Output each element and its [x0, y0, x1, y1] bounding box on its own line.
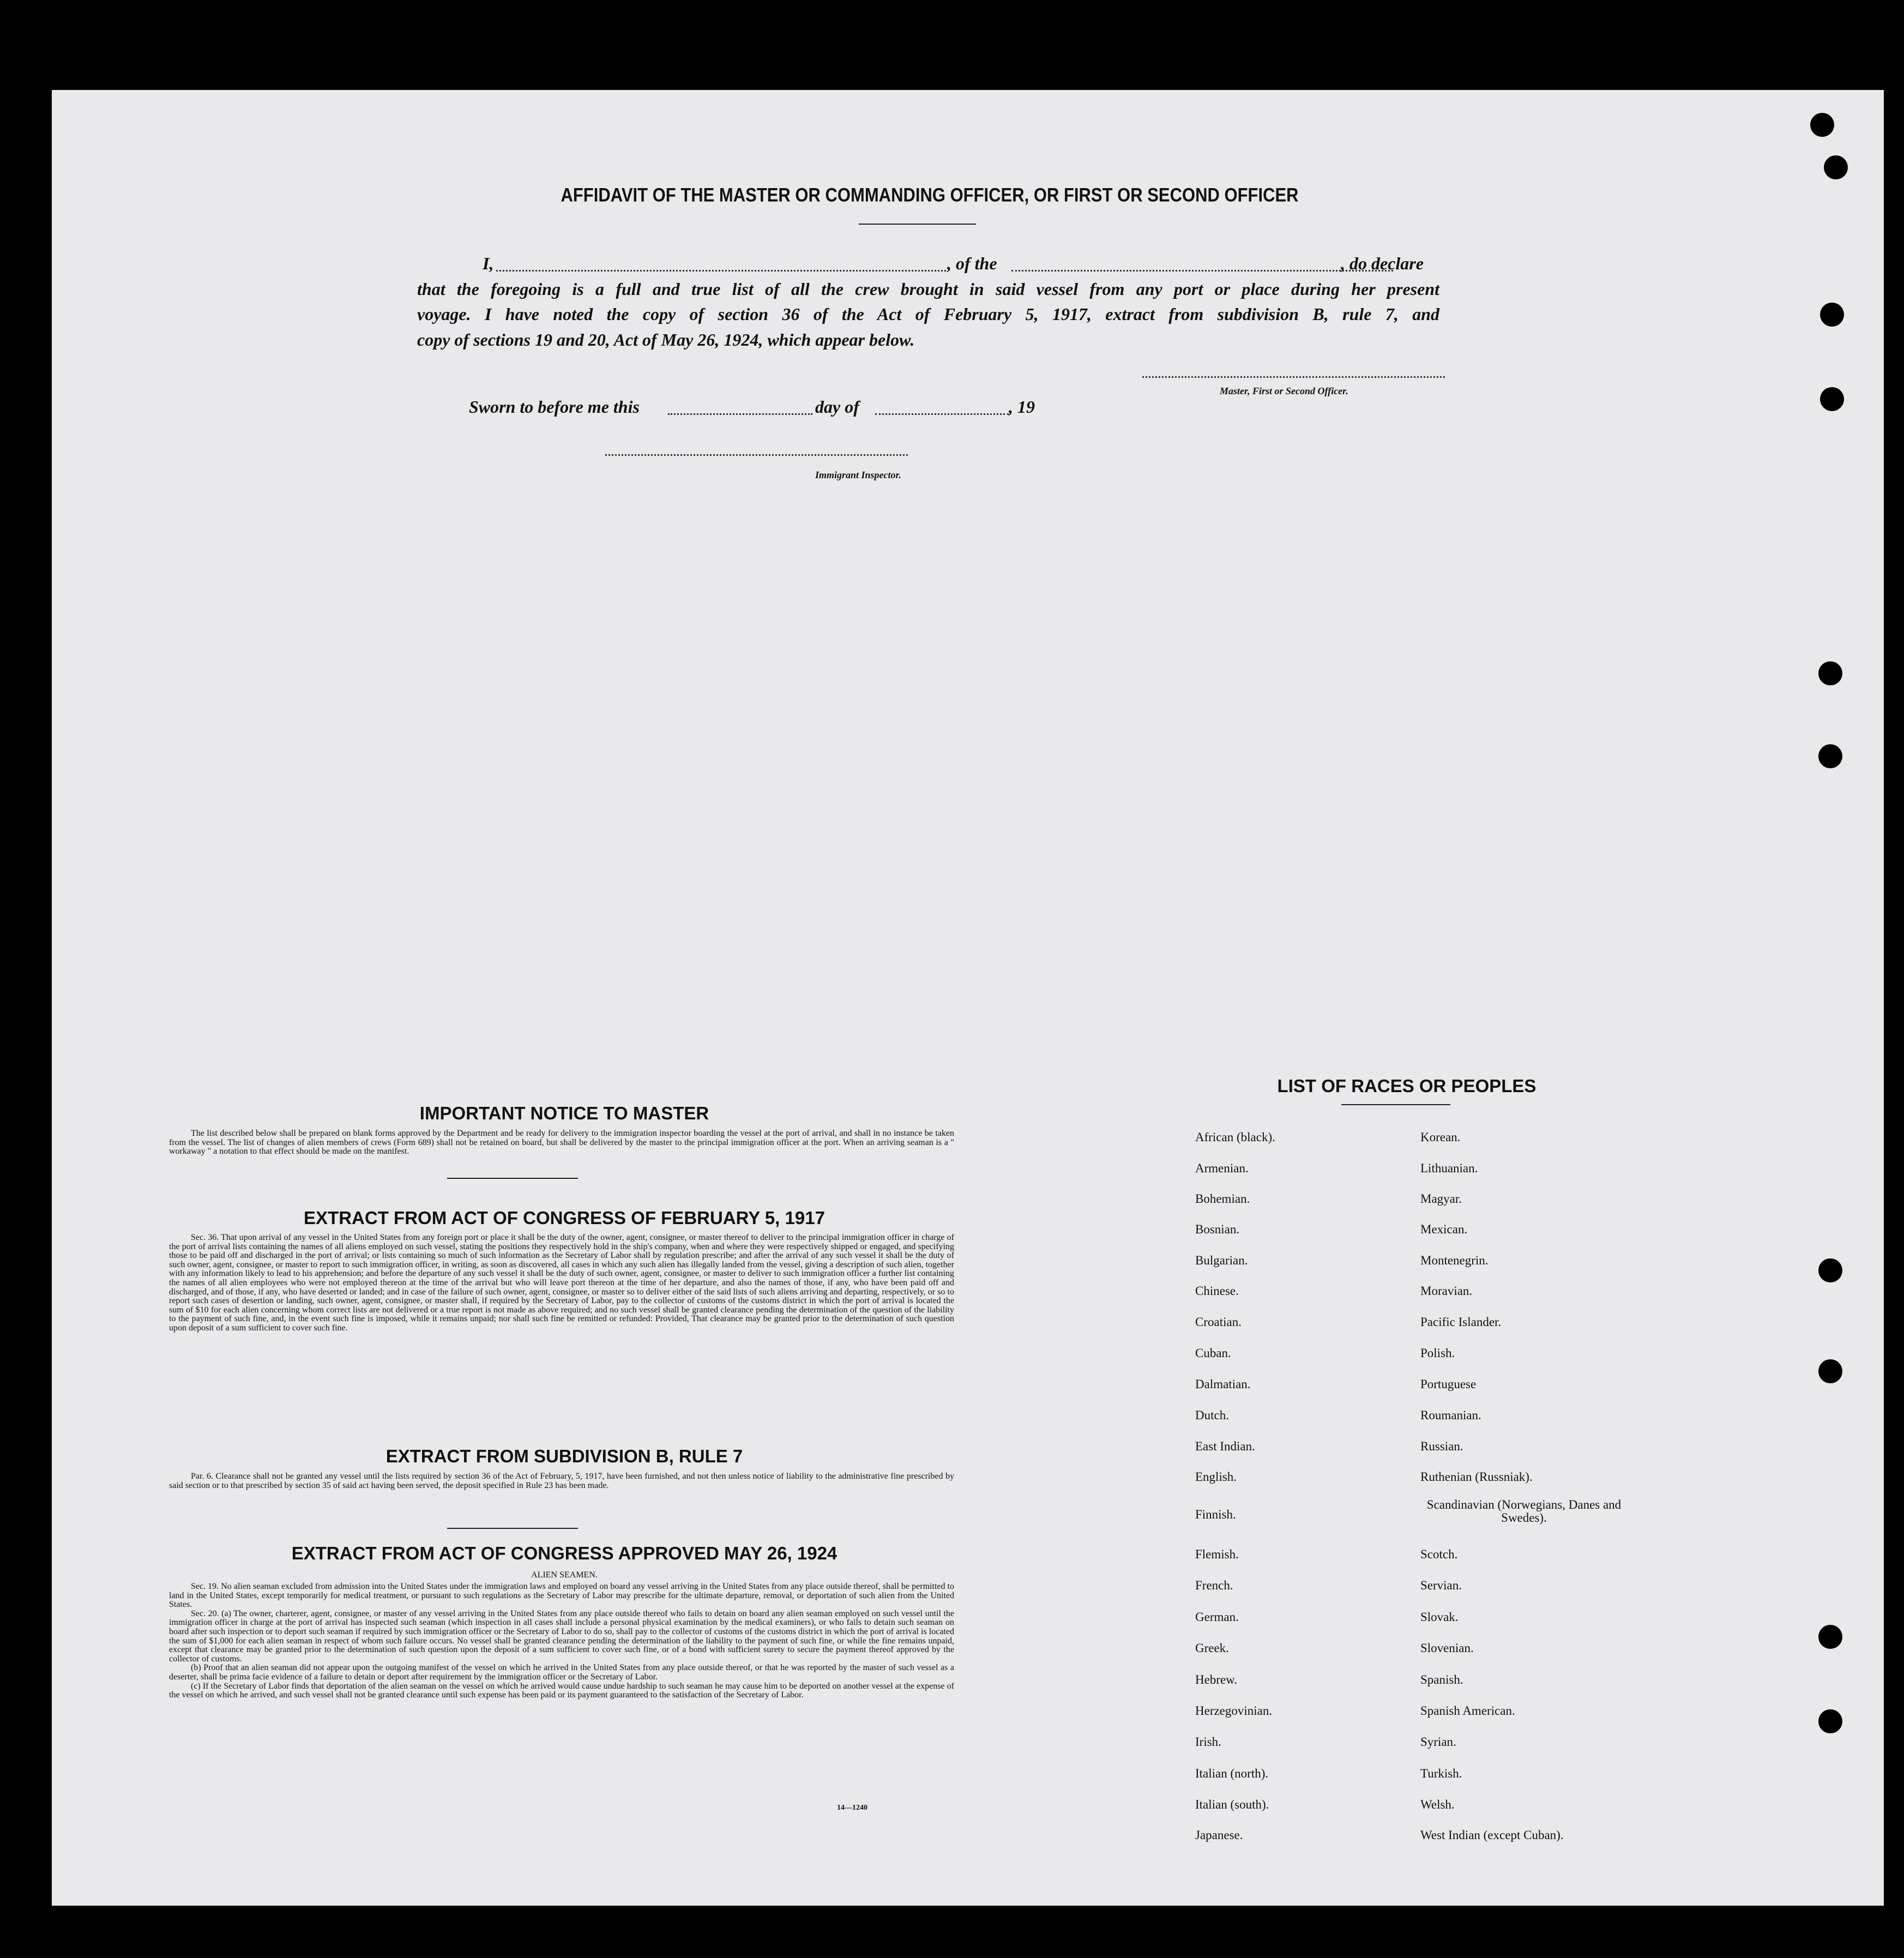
race-item: Flemish.	[1195, 1547, 1239, 1561]
affidavit-title-rule	[859, 224, 976, 225]
race-item: West Indian (except Cuban).	[1420, 1828, 1564, 1842]
punch-hole	[1818, 661, 1842, 685]
race-item: Bohemian.	[1195, 1192, 1250, 1206]
declaration-line-3: copy of sections 19 and 20, Act of May 26, 1924, which appear below.	[417, 330, 915, 350]
section-20a-text: Sec. 20. (a) The owner, charterer, agent, consignee, or master of any vessel arriving in the United States from any place outside thereof who fails to detain on board any alien seaman employed on such vessel until the immigration officer in charge at the port of arrival has inspected such seaman (which inspection in all cases shall include a personal physical examination by the medical examiners), or who fails to detain such seaman on board after such inspection or to deport such seaman if required by such immigration officer or the Secretary of Labor to do so, shall pay to the collector of customs of the customs district in which the port of arrival is located the sum of $1,000 for each alien seaman in respect of whom such failure occurs. No vessel shall be granted clearance pending the determination of the liability to the payment of such fine, or while the fine remains unpaid, except that clearance may be granted prior to the determination of such question upon the deposit of a sum sufficient to cover such fine, or of a bond with sufficient surety to secure the payment thereof approved by the collector of customs.	[169, 1608, 954, 1664]
race-item: Spanish.	[1420, 1673, 1463, 1686]
race-item: Dutch.	[1195, 1408, 1229, 1422]
vessel-name-line[interactable]	[1011, 270, 1393, 272]
extract-1924-body	[169, 1582, 954, 1700]
punch-hole	[1818, 1709, 1842, 1733]
race-item: German.	[1195, 1610, 1239, 1624]
race-item: Italian (south).	[1195, 1798, 1269, 1811]
subdivision-rule	[447, 1528, 578, 1529]
race-item: Syrian.	[1420, 1735, 1456, 1749]
race-item: Scandinavian (Norwegians, Danes and Swedes).	[1426, 1498, 1622, 1525]
alien-seamen-subtitle: ALIEN SEAMEN.	[531, 1570, 598, 1580]
punch-hole	[1810, 113, 1834, 137]
race-item: African (black).	[1195, 1130, 1275, 1144]
race-item: Russian.	[1420, 1439, 1463, 1453]
races-title: LIST OF RACES OR PEOPLES	[1277, 1076, 1537, 1096]
punch-hole	[1818, 1625, 1842, 1649]
race-item: Moravian.	[1420, 1284, 1473, 1298]
race-item: Pacific Islander.	[1420, 1315, 1502, 1329]
race-item: Spanish American.	[1420, 1704, 1515, 1718]
races-title-rule	[1341, 1104, 1450, 1105]
race-item: Bosnian.	[1195, 1222, 1240, 1236]
punch-hole	[1824, 155, 1848, 179]
race-item: Dalmatian.	[1195, 1377, 1251, 1391]
section-36-text: Sec. 36. That upon arrival of any vessel in the United States from any foreign port or place it shall be the duty of the owner, agent, consignee, or master thereof to deliver to the principal immigration officer in charge of the port of arrival lists containing the names of all aliens employed on such vessel, stating the positions they respectively hold in the ship's company, when and where they were respectively shipped or engaged, and specifying those to be paid off and discharged in the port of arrival; or lists containing so much of such information as the Secretary of Labor shall by regulation prescribe; and after the arrival of any such vessel it shall be the duty of such owner, agent, consignee, or master to report to such immigration officer, in writing, as soon as discovered, all cases in which any such alien has illegally landed from the vessel, giving a description of such alien, together with any information likely to lead to his apprehension; and before the departure of any such vessel it shall be the duty of such owner, agent, consignee, or master to deliver to such immigration officer a further list containing the names of all alien employees who were not employed thereon at the time of the arrival but who will leave port thereon at the time of her departure, and also the names of those, if any, who have been paid off and discharged, and of those, if any, who have deserted or landed; and in case of the failure of such owner, agent, consignee, or master so to deliver either of the said lists of such aliens arriving and departing, respectively, or so to report such cases of desertion or landing, such owner, agent, consignee, or master shall, if required by the Secretary of Labor, pay to the collector of customs of the customs district in which the port of arrival is located the sum of $10 for each alien concerning whom correct lists are not delivered or a true report is not made as above required; and no such vessel shall be granted clearance pending the determination of the question of the liability to the payment of such fine, and, in the event such fine is imposed, while it remains unpaid; nor shall such fine be remitted or refunded: Provided, That clearance may be granted prior to the determination of such question upon deposit of a sum sufficient to cover such fine.	[169, 1233, 954, 1333]
race-item: Croatian.	[1195, 1315, 1242, 1329]
section-20c-text: (c) If the Secretary of Labor finds that deportation of the alien seaman on the vessel on which he arrived would cause undue hardship to such seaman he may cause him to be deported on another vessel at the expense of the vessel on which he arrived, and such vessel shall not be granted clearance until such expense has been paid or its payment guaranteed to the satisfaction of the Secretary of Labor.	[169, 1681, 954, 1700]
race-item: Bulgarian.	[1195, 1254, 1248, 1267]
do-declare-label: , do declare	[1341, 254, 1424, 273]
declaration-line-2: voyage. I have noted the copy of section 36 of the Act of February 5, 1917, extract from subdivision B, rule 7, and	[417, 304, 1439, 324]
day-of-label: day of	[815, 397, 859, 417]
sworn-label: Sworn to before me this	[469, 397, 640, 417]
race-item: Portuguese	[1420, 1377, 1477, 1391]
sworn-day-line[interactable]	[668, 413, 812, 415]
race-item: Cuban.	[1195, 1346, 1231, 1360]
master-signature-caption: Master, First or Second Officer.	[1220, 385, 1348, 396]
declaration-line-1: that the foregoing is a full and true list of all the crew brought in said vessel from any port or place during her present	[417, 279, 1439, 299]
race-item: Polish.	[1420, 1346, 1455, 1360]
race-item: Welsh.	[1420, 1798, 1455, 1811]
race-item: Montenegrin.	[1420, 1254, 1489, 1267]
race-item: Turkish.	[1420, 1767, 1462, 1780]
section-20b-text: (b) Proof that an alien seaman did not appear upon the outgoing manifest of the vessel on which he arrived in the United States from any place outside thereof, or that he was reported by the master of such vessel as a deserter, shall be prima facie evidence of a failure to detain or deport after requirement by the immigration officer or the Secretary of Labor.	[169, 1663, 954, 1682]
race-item: Mexican.	[1420, 1222, 1468, 1236]
race-item: French.	[1195, 1579, 1233, 1592]
of-the-label: , of the	[947, 254, 997, 273]
race-item: Irish.	[1195, 1735, 1221, 1749]
punch-hole	[1820, 387, 1844, 411]
affidavit-title: AFFIDAVIT OF THE MASTER OR COMMANDING OFFICER, OR FIRST OR SECOND OFFICER	[561, 184, 1299, 206]
race-item: Armenian.	[1195, 1161, 1249, 1175]
race-item: Chinese.	[1195, 1284, 1239, 1298]
race-item: Ruthenian (Russniak).	[1420, 1470, 1533, 1484]
race-item: Scotch.	[1420, 1547, 1458, 1561]
declarant-name-line[interactable]	[496, 270, 946, 272]
master-signature-line[interactable]	[1142, 376, 1445, 378]
race-item: Herzegovinian.	[1195, 1704, 1273, 1718]
race-item: Korean.	[1420, 1130, 1461, 1144]
race-item: Greek.	[1195, 1641, 1229, 1655]
year-label: , 19	[1009, 397, 1035, 417]
subdivision-title: EXTRACT FROM SUBDIVISION B, RULE 7	[385, 1446, 743, 1466]
extract-1917-body	[169, 1233, 954, 1333]
declarant-label: I,	[483, 254, 494, 273]
form-back-page	[52, 90, 1884, 1906]
sworn-month-line[interactable]	[875, 413, 1009, 415]
race-item: Slovenian.	[1420, 1641, 1474, 1655]
race-item: Italian (north).	[1195, 1767, 1269, 1780]
form-number: 14—1240	[837, 1804, 867, 1812]
inspector-caption: Immigrant Inspector.	[815, 469, 902, 480]
inspector-signature-line[interactable]	[605, 454, 908, 456]
race-item: East Indian.	[1195, 1439, 1255, 1453]
race-item: Servian.	[1420, 1579, 1462, 1592]
notice-text: The list described below shall be prepared on blank forms approved by the Department and be ready for delivery to the immigration inspector boarding the vessel at the port of arrival, and shall in no instance be taken from the vessel. The list of changes of alien members of crews (Form 689) shall not be retained on board, but shall be delivered by the master to the principal immigration officer at the port. When an arriving seaman is a " workaway " a notation to that effect should be made on the manifest.	[169, 1129, 954, 1156]
race-item: Magyar.	[1420, 1192, 1462, 1206]
race-item: Slovak.	[1420, 1610, 1459, 1624]
race-item: English.	[1195, 1470, 1237, 1484]
notice-rule	[447, 1178, 578, 1179]
paragraph-6-text: Par. 6. Clearance shall not be granted any vessel until the lists required by section 36 of the Act of February, 5, 1917, have been furnished, and not then unless notice of liability to the administrative fine prescribed by said section or to that prescribed by section 35 of said act having been served, the deposit specified in Rule 23 has been made.	[169, 1472, 954, 1490]
extract-1924-title: EXTRACT FROM ACT OF CONGRESS APPROVED MAY 26, 1924	[291, 1543, 837, 1563]
punch-hole	[1818, 744, 1842, 768]
punch-hole	[1818, 1359, 1842, 1383]
notice-body	[169, 1129, 954, 1156]
punch-hole	[1818, 1258, 1842, 1282]
extract-1917-title: EXTRACT FROM ACT OF CONGRESS OF FEBRUARY 5, 1917	[304, 1208, 825, 1228]
race-item: Finnish.	[1195, 1508, 1236, 1521]
punch-hole	[1820, 303, 1844, 327]
race-item: Hebrew.	[1195, 1673, 1238, 1686]
race-item: Roumanian.	[1420, 1408, 1481, 1422]
race-item: Lithuanian.	[1420, 1161, 1478, 1175]
subdivision-body	[169, 1472, 954, 1490]
section-19-text: Sec. 19. No alien seaman excluded from admission into the United States under the immigration laws and employed on board any vessel arriving in the United States from any place outside thereof, shall be permitted to land in the United States, except temporarily for medical treatment, or pursuant to such regulations as the Secretary of Labor may prescribe for the ultimate departure, removal, or deportation of such alien from the United States.	[169, 1582, 954, 1610]
race-item: Japanese.	[1195, 1828, 1243, 1842]
notice-title: IMPORTANT NOTICE TO MASTER	[419, 1103, 709, 1123]
